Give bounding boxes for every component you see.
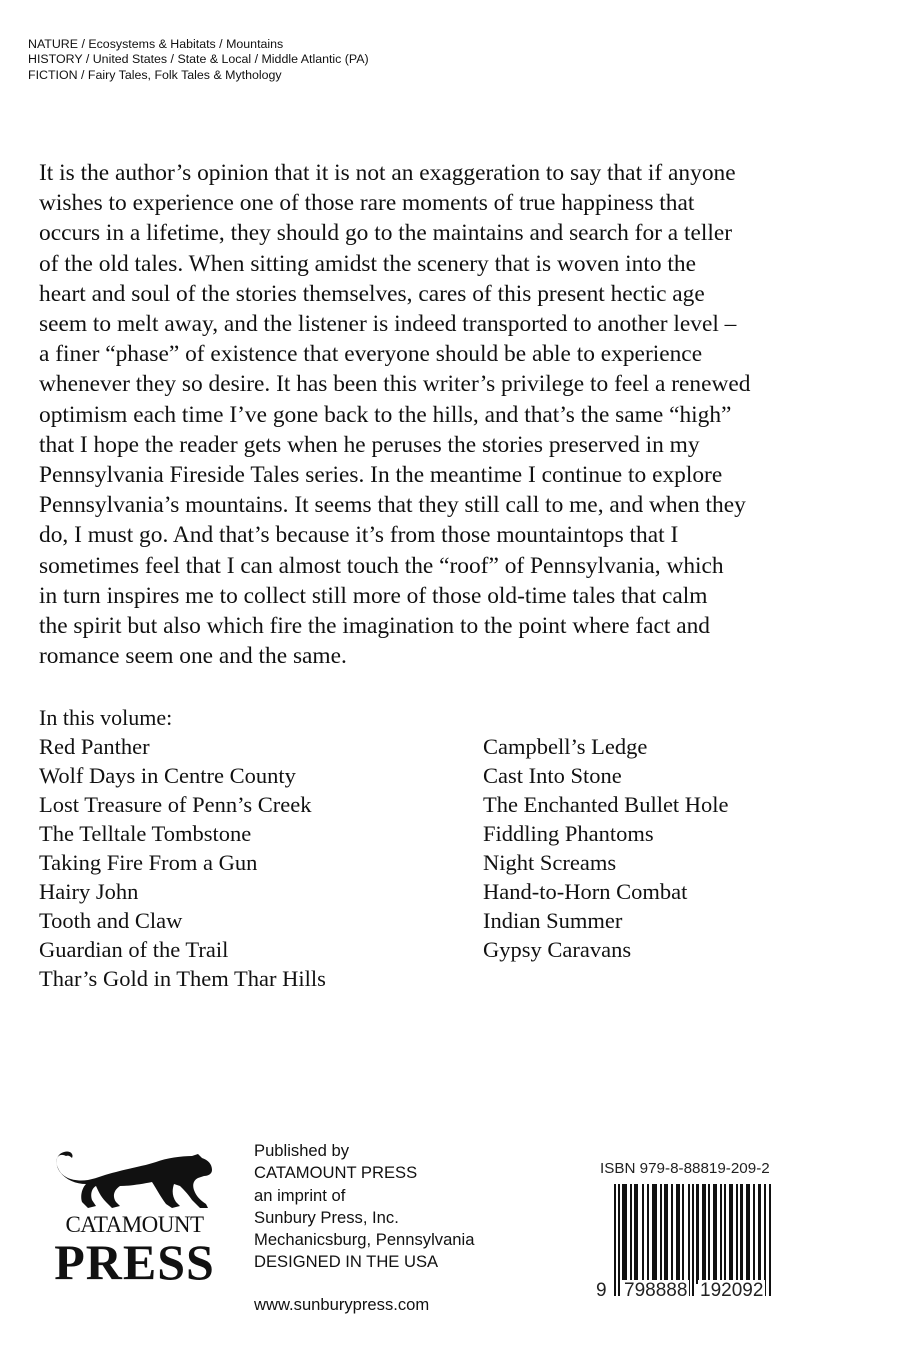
panther-silhouette-icon [52,1148,227,1213]
blurb-line: whenever they so desire. It has been this writer’s privilege to feel a renewed [39,371,751,398]
blurb-line: sometimes feel that I can almost touch the “roof” of Pennsylvania, which [39,552,724,579]
publisher-line: CATAMOUNT PRESS [254,1163,418,1183]
story-title: Fiddling Phantoms [483,821,654,846]
barcode-right-digits: 192092 [700,1280,764,1301]
story-title: Gypsy Caravans [483,937,632,962]
story-title: Campbell’s Ledge [483,734,648,759]
blurb-line: romance seem one and the same. [39,643,347,670]
bisac-categories [28,37,369,83]
publisher-line: DESIGNED IN THE USA [254,1252,439,1272]
barcode-lead-digit: 9 [596,1280,607,1301]
story-title: Hand-to-Horn Combat [483,879,688,904]
publisher-line: Mechanicsburg, Pennsylvania [254,1230,475,1250]
publisher-info [254,1140,474,1316]
publisher-website: www.sunburypress.com [254,1294,430,1314]
catamount-press-logo [52,1148,227,1303]
barcode-left-digits: 798888 [624,1280,688,1301]
logo-text-press: PRESS [54,1234,215,1290]
blurb-line: Pennsylvania’s mountains. It seems that they still call to me, and when they [39,492,746,519]
blurb-line: heart and soul of the stories themselves, cares of this present hectic age [39,280,705,307]
blurb-line: seem to melt away, and the listener is indeed transported to another level – [39,311,737,338]
blurb-line: optimism each time I’ve gone back to the hills, and that’s the same “high” [39,401,732,428]
story-title: The Telltale Tombstone [39,821,252,846]
blurb-line: that I hope the reader gets when he peruses the stories preserved in my [39,431,700,458]
story-title: Night Screams [483,850,617,875]
story-title: Taking Fire From a Gun [39,850,258,875]
publisher-line: an imprint of [254,1185,346,1205]
bisac-category: NATURE / Ecosystems & Habitats / Mountains [28,37,284,51]
blurb-line: Pennsylvania Fireside Tales series. In the meantime I continue to explore [39,462,723,489]
publisher-line: Published by [254,1141,350,1160]
blurb-line: do, I must go. And that’s because it’s from those mountaintops that I [39,522,679,549]
contents-left-column [39,732,326,993]
blurb-paragraph [39,158,879,671]
isbn-label: ISBN 979-8-88819-209-2 [600,1160,770,1177]
story-title: Tooth and Claw [39,908,183,933]
blurb-line: of the old tales. When sitting amidst the scenery that is woven into the [39,250,696,277]
blurb-line: a finer “phase” of existence that everyone should be able to experience [39,341,703,368]
bisac-category: FICTION / Fairy Tales, Folk Tales & Mythology [28,67,282,82]
blurb-line: the spirit but also which fire the imagination to the point where fact and [39,613,710,640]
story-title: Cast Into Stone [483,763,622,788]
blurb-line: It is the author’s opinion that it is not an exaggeration to say that if anyone [39,160,736,186]
story-title: Hairy John [39,879,139,904]
blurb-line: wishes to experience one of those rare moments of true happiness that [39,190,695,217]
story-title: Guardian of the Trail [39,937,229,962]
contents-right-column [483,732,729,964]
story-title: The Enchanted Bullet Hole [483,792,729,817]
publisher-line: Sunbury Press, Inc. [254,1207,399,1227]
story-title: Thar’s Gold in Them Thar Hills [39,966,326,991]
blurb-line: in turn inspires me to collect still more of those old-time tales that calm [39,582,708,609]
story-title: Red Panther [39,734,150,759]
contents-heading: In this volume: [39,705,173,730]
story-title: Indian Summer [483,908,623,933]
logo-text-catamount: CATAMOUNT [65,1212,204,1237]
bisac-category: HISTORY / United States / State & Local / Middle Atlantic (PA) [28,52,369,67]
story-title: Wolf Days in Centre County [39,763,296,788]
story-title: Lost Treasure of Penn’s Creek [39,792,312,817]
blurb-line: occurs in a lifetime, they should go to the maintains and search for a teller [39,220,733,247]
